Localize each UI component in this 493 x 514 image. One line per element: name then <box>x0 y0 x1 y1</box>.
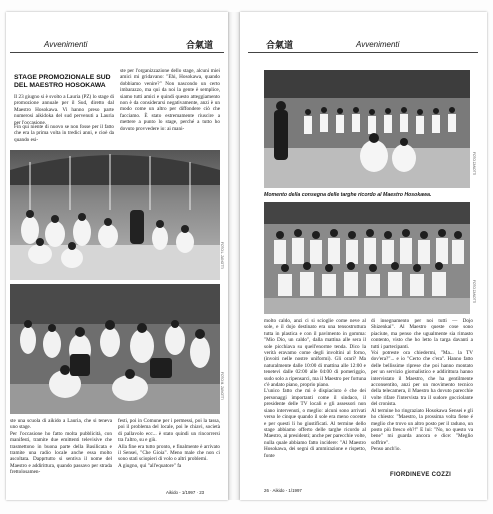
left-col2-para1: ste per l'organizzazione dello stage, alcuni miei amici mi gridavano: "Ehi, Hosokawa, quando dobbiamo venire?" Non nascondo un certo imbarazzo, ma qui da noi la gente è semplice, siamo tutti amici e quindi questo atteggiamento non è da considerarsi negativamente, anzi è un modo come un altro per diffondere ciò che facciamo. È stato estremamente riuscire a mettere a punto lo stage, perché a tutto ho dovuto provvedere io: ai mani- <box>120 68 220 132</box>
photo-credit-right-bottom: FOTO ZANOTTI <box>472 280 476 304</box>
ceremony-photo-top <box>264 70 470 188</box>
aikido-kanji: 合氣道 <box>186 41 214 51</box>
dojo-photo-bottom <box>10 284 220 414</box>
left-bottom-col2: festi, poi in Comune per i permessi, poi la tassa, poi il problema del locale, poi le chiavi, società di pallavolo ecc... è stato quindi un rincorrersi tra l'altro, su e giù. Alla fine era tutto pronto, e finalmente è arrivato il Sensei, "Che Gioia". Meno male che non ci sono stati sciopieri di volo o altri problemi. A giugno, qui "all'equatore" fa <box>118 418 220 469</box>
aikido-kanji-right: 合氣道 <box>266 41 294 51</box>
right-page <box>240 12 487 500</box>
ceremony-photo-bottom <box>264 202 470 314</box>
left-col1-para2: Fin qui niente di nuovo se non fosse per il fatto che era la prima volta in tredici anni, e cioè da quando esi- <box>14 124 114 143</box>
page-gutter <box>228 12 240 500</box>
left-header <box>10 36 224 50</box>
left-col1-para1: Il 23 giugno si è svolto a Lauria (PZ) lo stage di promozione annuale per il Sud, diretto dal Maestro Hosokawa. Vi hanno preso parte numerosi aikidoka del sud pervenuti a Lauria per l'occasione. <box>14 94 114 126</box>
right-header <box>248 36 478 50</box>
right-col2: di insegnamento per noi tutti — Dojo Shizenkai". Al Maestro queste cose sono piaciute, ma penso che ugualmente sia rimasto contento, visto che ho letto la targa davanti a tutti i partecipanti. Voi potreste ora chiedermi, "Ma... la TV dov'era?"... e io "Certo che c'era". Hanno fatto delle bellissime riprese che poi hanno montato per un servizio giornalistico e addirittura hanno intervistato il Maestro, che ha gentilmente acconsentito, anzi per un movimento tecnico della telecamera, il Maestro ha dovuto parecchie volte rifare l'intervista tra il sudore gocciolante del cronista. Al termine ho ringraziato Hosokawa Sensei e gli ho chiesto: "Maestro, la prossima volta fiene é meglio che trovo un altro posto per il raduno, un posto più fresco eh?!" E lui: "No, no questo va bene" mi guarda ancora e dice: "Meglio soffrire". Penso anch'io. <box>371 318 473 453</box>
left-bottom-col1: ste una scuola di aikido a Lauria, che si teneva uno stage. Per l'occasione ho fatto molta pubblicità, con manifesti, tramite due emittenti televisive che trasmettono in buona parte della Basilicata e tramite una radio locale anche essa molto ascoltata. Dapprtutto si sentiva il nome del Maestro e addirittura, quando passavo per strada frettolosamen- <box>10 418 112 476</box>
photo-caption: Momento della consegna delle targhe ricordo al Maestro Hosokawa. <box>264 192 432 198</box>
section-label: Avvenimenti <box>44 40 88 49</box>
author-signature: FIORDINEVE COZZI <box>390 472 452 478</box>
left-page <box>6 12 228 500</box>
photo-credit-bottom: FOTO M. ZANOTTI <box>220 372 224 400</box>
article-title: STAGE PROMOZIONALE SUD DEL MAESTRO HOSOKAWA <box>14 74 111 89</box>
photo-credit-top: FOTO L. ZANOTTI <box>220 242 224 269</box>
dojo-photo-top <box>10 150 220 280</box>
right-col1: molto caldo, anzi ci si scioglie come neve al sole, e il dojo destinato era una tensostruttura tutta in plastica e con il pavimento in gomma: "Mio Dio, un caldo", dalla mattina alle sera il sole picchiava su quell'enorme tenda. Dico la verità eravamo come degli involtini al forno, (invoiti nelle nostre uniformi). Gli orari? Ma naturalmente dalle 10:00 di mattina alle 12:00 e tenetevi dalle 02:00 alle 04:00 di pomeriggio, sudo solo a ripensarci, ma il Maestro per fortuna c'è andato piano, proprio piano. L'unico fatto che mi è dispiaciuto è che dei personaggi importanti come il sindaco, il presidente delle TV locali e gli assessori non siano intervenuti, o meglio: alcuni sono arrivati verso le cinque quando il sole era meno cocente e per questi li ho giustificati. Al termine dello stage abbiamo offerto delle targhe ricordo al Maestro, ai presidenti; anche per parecchie volte, nulla quale abbiamo fatto incidere: "Al Maestro Hosokawa, dei segni di ammirazione e rispetto, fonte <box>264 318 366 459</box>
section-label-right: Avvenimenti <box>356 40 400 49</box>
left-folio: Aikido - 1/1997 · 23 <box>166 490 205 495</box>
right-folio: 26 · Aikido - 1/1997 <box>264 488 302 493</box>
photo-credit-right-top: FOTO ZANOTTI <box>472 152 476 176</box>
